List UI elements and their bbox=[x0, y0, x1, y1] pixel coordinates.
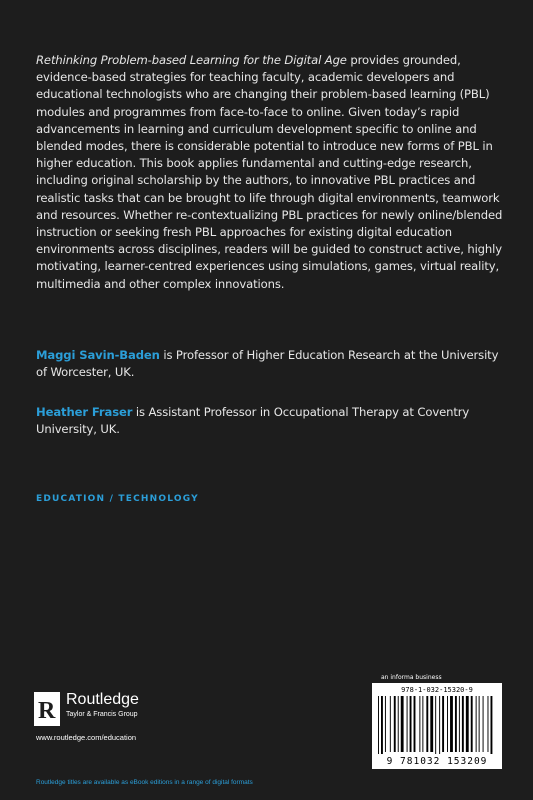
routledge-logo-icon bbox=[34, 692, 60, 726]
informa-tagline: an informa business bbox=[381, 674, 442, 681]
isbn-number: 978-1-032-15320-9 bbox=[401, 686, 473, 694]
barcode-digits: 9 781032 153209 bbox=[386, 756, 488, 767]
barcode-icon bbox=[378, 696, 496, 754]
author-description: is Professor of Higher Education Research at the University of Worcester, UK. bbox=[36, 348, 499, 380]
publisher-group: Taylor & Francis Group bbox=[66, 711, 138, 718]
author-bio bbox=[36, 404, 506, 438]
isbn-barcode bbox=[372, 683, 502, 769]
author-name: Heather Fraser bbox=[36, 405, 133, 419]
description-text: provides grounded, evidence-based strategies for teaching faculty, academic developers and educational technologists who are changing their problem-based learning (PBL) modules and programmes from face-to-face to online. Given today’s rapid advancements in learning and curriculum development specific to online and blended modes, there is considerable potential to introduce new forms of PBL in higher education. This book applies fundamental and cutting-edge research, including original scholarship by the authors, to innovative PBL practices and realistic tasks that can be brought to life through digital environments, teamwork and resources. Whether re-contextualizing PBL practices for newly online/blended instruction or seeking fresh PBL approaches for existing digital education environments across disciplines, readers will be guided to construct active, highly motivating, learner-centred experiences using simulations, games, virtual reality, multimedia and other complex innovations. bbox=[36, 53, 503, 291]
subject-category: EDUCATION / TECHNOLOGY bbox=[36, 494, 199, 504]
author-bio bbox=[36, 347, 506, 381]
author-description: is Assistant Professor in Occupational Therapy at Coventry University, UK. bbox=[36, 405, 470, 437]
publisher-url: www.routledge.com/education bbox=[36, 733, 137, 742]
author-name: Maggi Savin-Baden bbox=[36, 348, 160, 362]
ebook-note: Routledge titles are available as eBook editions in a range of digital formats bbox=[36, 779, 253, 786]
book-description bbox=[36, 52, 504, 293]
svg-text:R: R bbox=[38, 698, 56, 724]
book-title: Rethinking Problem-based Learning for the Digital Age bbox=[36, 53, 347, 67]
publisher-name: Routledge bbox=[66, 691, 139, 708]
